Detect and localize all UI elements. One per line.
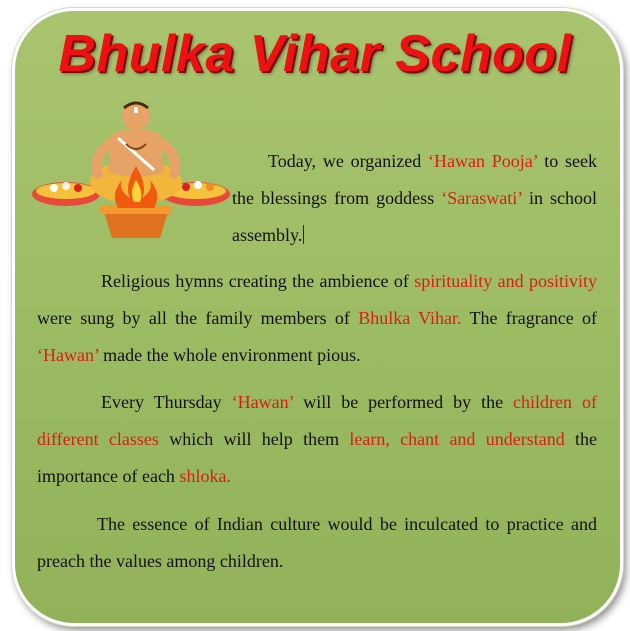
intro-paragraph — [232, 143, 597, 254]
hawan-priest-illustration — [26, 94, 236, 244]
intro-text-3: in school assembly. — [232, 188, 597, 245]
bhulka-vihar-highlight: Bhulka Vihar. — [358, 308, 462, 328]
saraswati-highlight: ‘Saraswati’ — [441, 188, 522, 208]
p4-text-1: The essence of Indian culture would be inculcated to practice and preach the values among children. — [37, 514, 597, 571]
shloka-highlight: shloka. — [179, 466, 231, 486]
thursday-paragraph — [37, 384, 597, 495]
hawan-highlight-p3: ‘Hawan’ — [231, 392, 294, 412]
p2-text-4: made the whole environment pious. — [98, 345, 361, 365]
p3-text-1: Every Thursday — [101, 392, 232, 412]
learn-chant-highlight: learn, chant and understand — [349, 429, 565, 449]
culture-paragraph — [37, 506, 597, 580]
p3-text-3: which will help them — [158, 429, 350, 449]
p3-text-2: will be performed by the — [293, 392, 514, 412]
hymns-paragraph — [37, 263, 597, 374]
children-classes-highlight: children of different classes — [37, 392, 597, 449]
intro-text-2: to seek the blessings from goddess — [232, 151, 597, 208]
p2-text-1: Religious hymns creating the ambience of — [101, 271, 415, 291]
p3-text-4: the importance of each — [37, 429, 597, 486]
p2-text-3: The fragrance of — [461, 308, 598, 328]
p2-text-2: were sung by all the family members of — [37, 308, 359, 328]
spirituality-highlight: spirituality and positivity — [414, 271, 597, 291]
intro-text-1: Today, we organized — [268, 151, 429, 171]
hawan-pooja-highlight: ‘Hawan Pooja’ — [428, 151, 538, 171]
hawan-highlight-p2: ‘Hawan’ — [37, 345, 99, 365]
school-title: Bhulka Vihar School — [58, 25, 572, 83]
text-cursor — [303, 225, 304, 244]
